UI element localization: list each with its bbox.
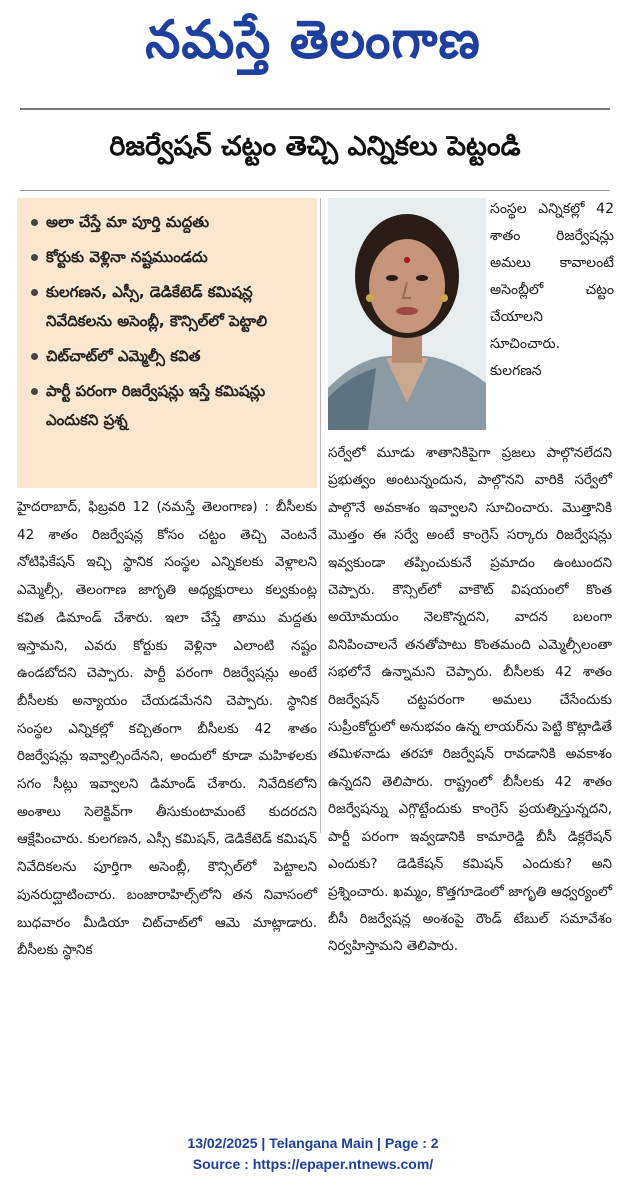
- left-column: [17, 494, 317, 965]
- highlight-text: పార్టీ పరంగా రిజర్వేషన్లు ఇస్తే కమిషన్లు ఎందుకని ప్రశ్న: [46, 382, 266, 429]
- headline-box: [20, 108, 610, 191]
- highlight-item: [31, 243, 309, 272]
- bullet-icon: [31, 254, 38, 261]
- masthead: [0, 0, 626, 92]
- highlight-text: కులగణన, ఎస్సీ, డెడికేటెడ్ కమిషన్ల నివేదికలను అసెంబ్లీ, కౌన్సిల్‌లో పెట్టాలి: [46, 283, 268, 330]
- portrait-illustration: [328, 198, 486, 430]
- headline: రిజర్వేషన్ చట్టం తెచ్చి ఎన్నికలు పెట్టండి: [109, 131, 521, 162]
- highlight-text: అలా చేస్తే మా పూర్తి మద్దతు: [46, 213, 210, 231]
- bullet-icon: [31, 219, 38, 226]
- column-divider: [320, 198, 321, 833]
- highlights-box: [17, 198, 317, 488]
- footer-date-line: 13/02/2025 | Telangana Main | Page : 2: [187, 1135, 439, 1151]
- right-column: [328, 440, 612, 961]
- highlight-item: [31, 342, 309, 371]
- masthead-title: నమస్తే తెలంగాణ: [145, 8, 481, 70]
- highlight-item: [31, 377, 309, 435]
- highlight-text: కోర్టుకు వెళ్లినా నష్టముండదు: [46, 248, 208, 266]
- highlight-item: [31, 208, 309, 237]
- bullet-icon: [31, 289, 38, 296]
- highlight-item: [31, 278, 309, 336]
- portrait-photo: [328, 198, 486, 430]
- footer: [0, 1133, 626, 1175]
- right-column-text: సర్వేలో మూడు శాతానికిపైగా ప్రజలు పాల్గొనలేదని ప్రభుత్వం అంటున్నందున, పాల్గొనని వారికి సర్వేలో పాల్గొనే అవకాశం ఇవ్వాలని సూచించారు. మొత్తానికి మొత్తం ఈ సర్వే అంటే కాంగ్రెస్ సర్కారు రిజర్వేషన్లు ఇవ్వకుండా తప్పించుకునే ప్రమాదం ఉంటుందని చెప్పారు. కౌన్సిల్‌లో వాకౌట్ విషయంలో కొంత అయోమయం నెలకొన్నదని, వాదన బలంగా వినిపించాలనే తనతోపాటు కొంతమంది ఎమ్మెల్సీలంతా సభలోనే ఉన్నామని చెప్పారు. బీసీలకు 42 శాతం రిజర్వేషన్ చట్టపరంగా అమలు చేసేందుకు సుప్రీంకోర్టులో అనుభవం ఉన్న లాయర్‌ను పెట్టి కొట్లాడితే తమిళనాడు తరహా రిజర్వేషన్ రావడానికి అవకాశం ఉన్నదని తెలిపారు. రాష్ట్రంలో బీసీలకు 42 శాతం రిజర్వేషన్ను ఎగ్గొట్టేందుకు కాంగ్రెస్ ప్రయత్నిస్తున్నదని, పార్టీ పరంగా ఇవ్వడానికి కామారెడ్డి బీసీ డిక్లరేషన్ ఎందుకు? డెడికేషన్ కమిషన్ ఎందుకు? అని ప్రశ్నించారు. ఖమ్మం, కొత్తగూడెంలో జాగృతి ఆధ్వర్యంలో బీసీ రిజర్వేషన్ల అంశంపై రౌండ్ టేబుల్ సమావేశం నిర్వహిస్తామని తెలిపారు.: [328, 445, 612, 955]
- bullet-icon: [31, 353, 38, 360]
- highlight-text: చిట్‌చాట్‌లో ఎమ్మెల్సీ కవిత: [46, 347, 201, 365]
- intro-text: సంస్థల ఎన్నికల్లో 42 శాతం రిజర్వేషన్లు అమలు కావాలంటే అసెంబ్లీలో చట్టం చేయాలని సూచించారు. కులగణన: [490, 201, 614, 379]
- footer-source-line: Source : https://epaper.ntnews.com/: [192, 1156, 434, 1172]
- bullet-icon: [31, 388, 38, 395]
- intro-column: [490, 196, 614, 385]
- left-column-text: హైదరాబాద్, ఫిబ్రవరి 12 (నమస్తే తెలంగాణ) : బీసీలకు 42 శాతం రిజర్వేషన్ల కోసం చట్టం తెచ్చి వెంటనే నోటిఫికేషన్ ఇచ్చి స్థానిక సంస్థల ఎన్నికలకు వెళ్లాలని ఎమ్మెల్సీ, తెలంగాణ జాగృతి అధ్యక్షురాలు కల్వకుంట్ల కవిత డిమాండ్ చేశారు. ఇలా చేస్తే తాము మద్దతు ఇస్తామని, ఎవరు కోర్టుకు వెళ్లినా ఎలాంటి నష్టం ఉండబోదని చెప్పారు. పార్టీ పరంగా రిజర్వేషన్లు అంటే బీసీలకు అన్యాయం చేయడమేనని చెప్పారు. స్థానిక సంస్థల ఎన్నికల్లో కచ్చితంగా బీసీలకు 42 శాతం రిజర్వేషన్లు ఇవ్వాల్సిందేనని, అందులో కూడా మహిళలకు సగం సీట్లు ఇవ్వాలని డిమాండ్ చేశారు. నివేదికలోని అంశాలు సెలెక్టివ్‌గా తీసుకుంటామంటే కుదరదని ఆక్షేపించారు. కులగణన, ఎస్సీ కమిషన్, డెడికేటెడ్ కమిషన్ నివేదికలను పూర్తిగా అసెంబ్లీ, కౌన్సిల్‌లో పెట్టాలని పునరుద్ఘాటించారు. బంజారాహిల్స్‌లోని తన నివాసంలో బుధవారం మీడియా చిట్‌చాట్‌లో ఆమె మాట్లాడారు. బీసీలకు స్థానిక: [17, 499, 317, 959]
